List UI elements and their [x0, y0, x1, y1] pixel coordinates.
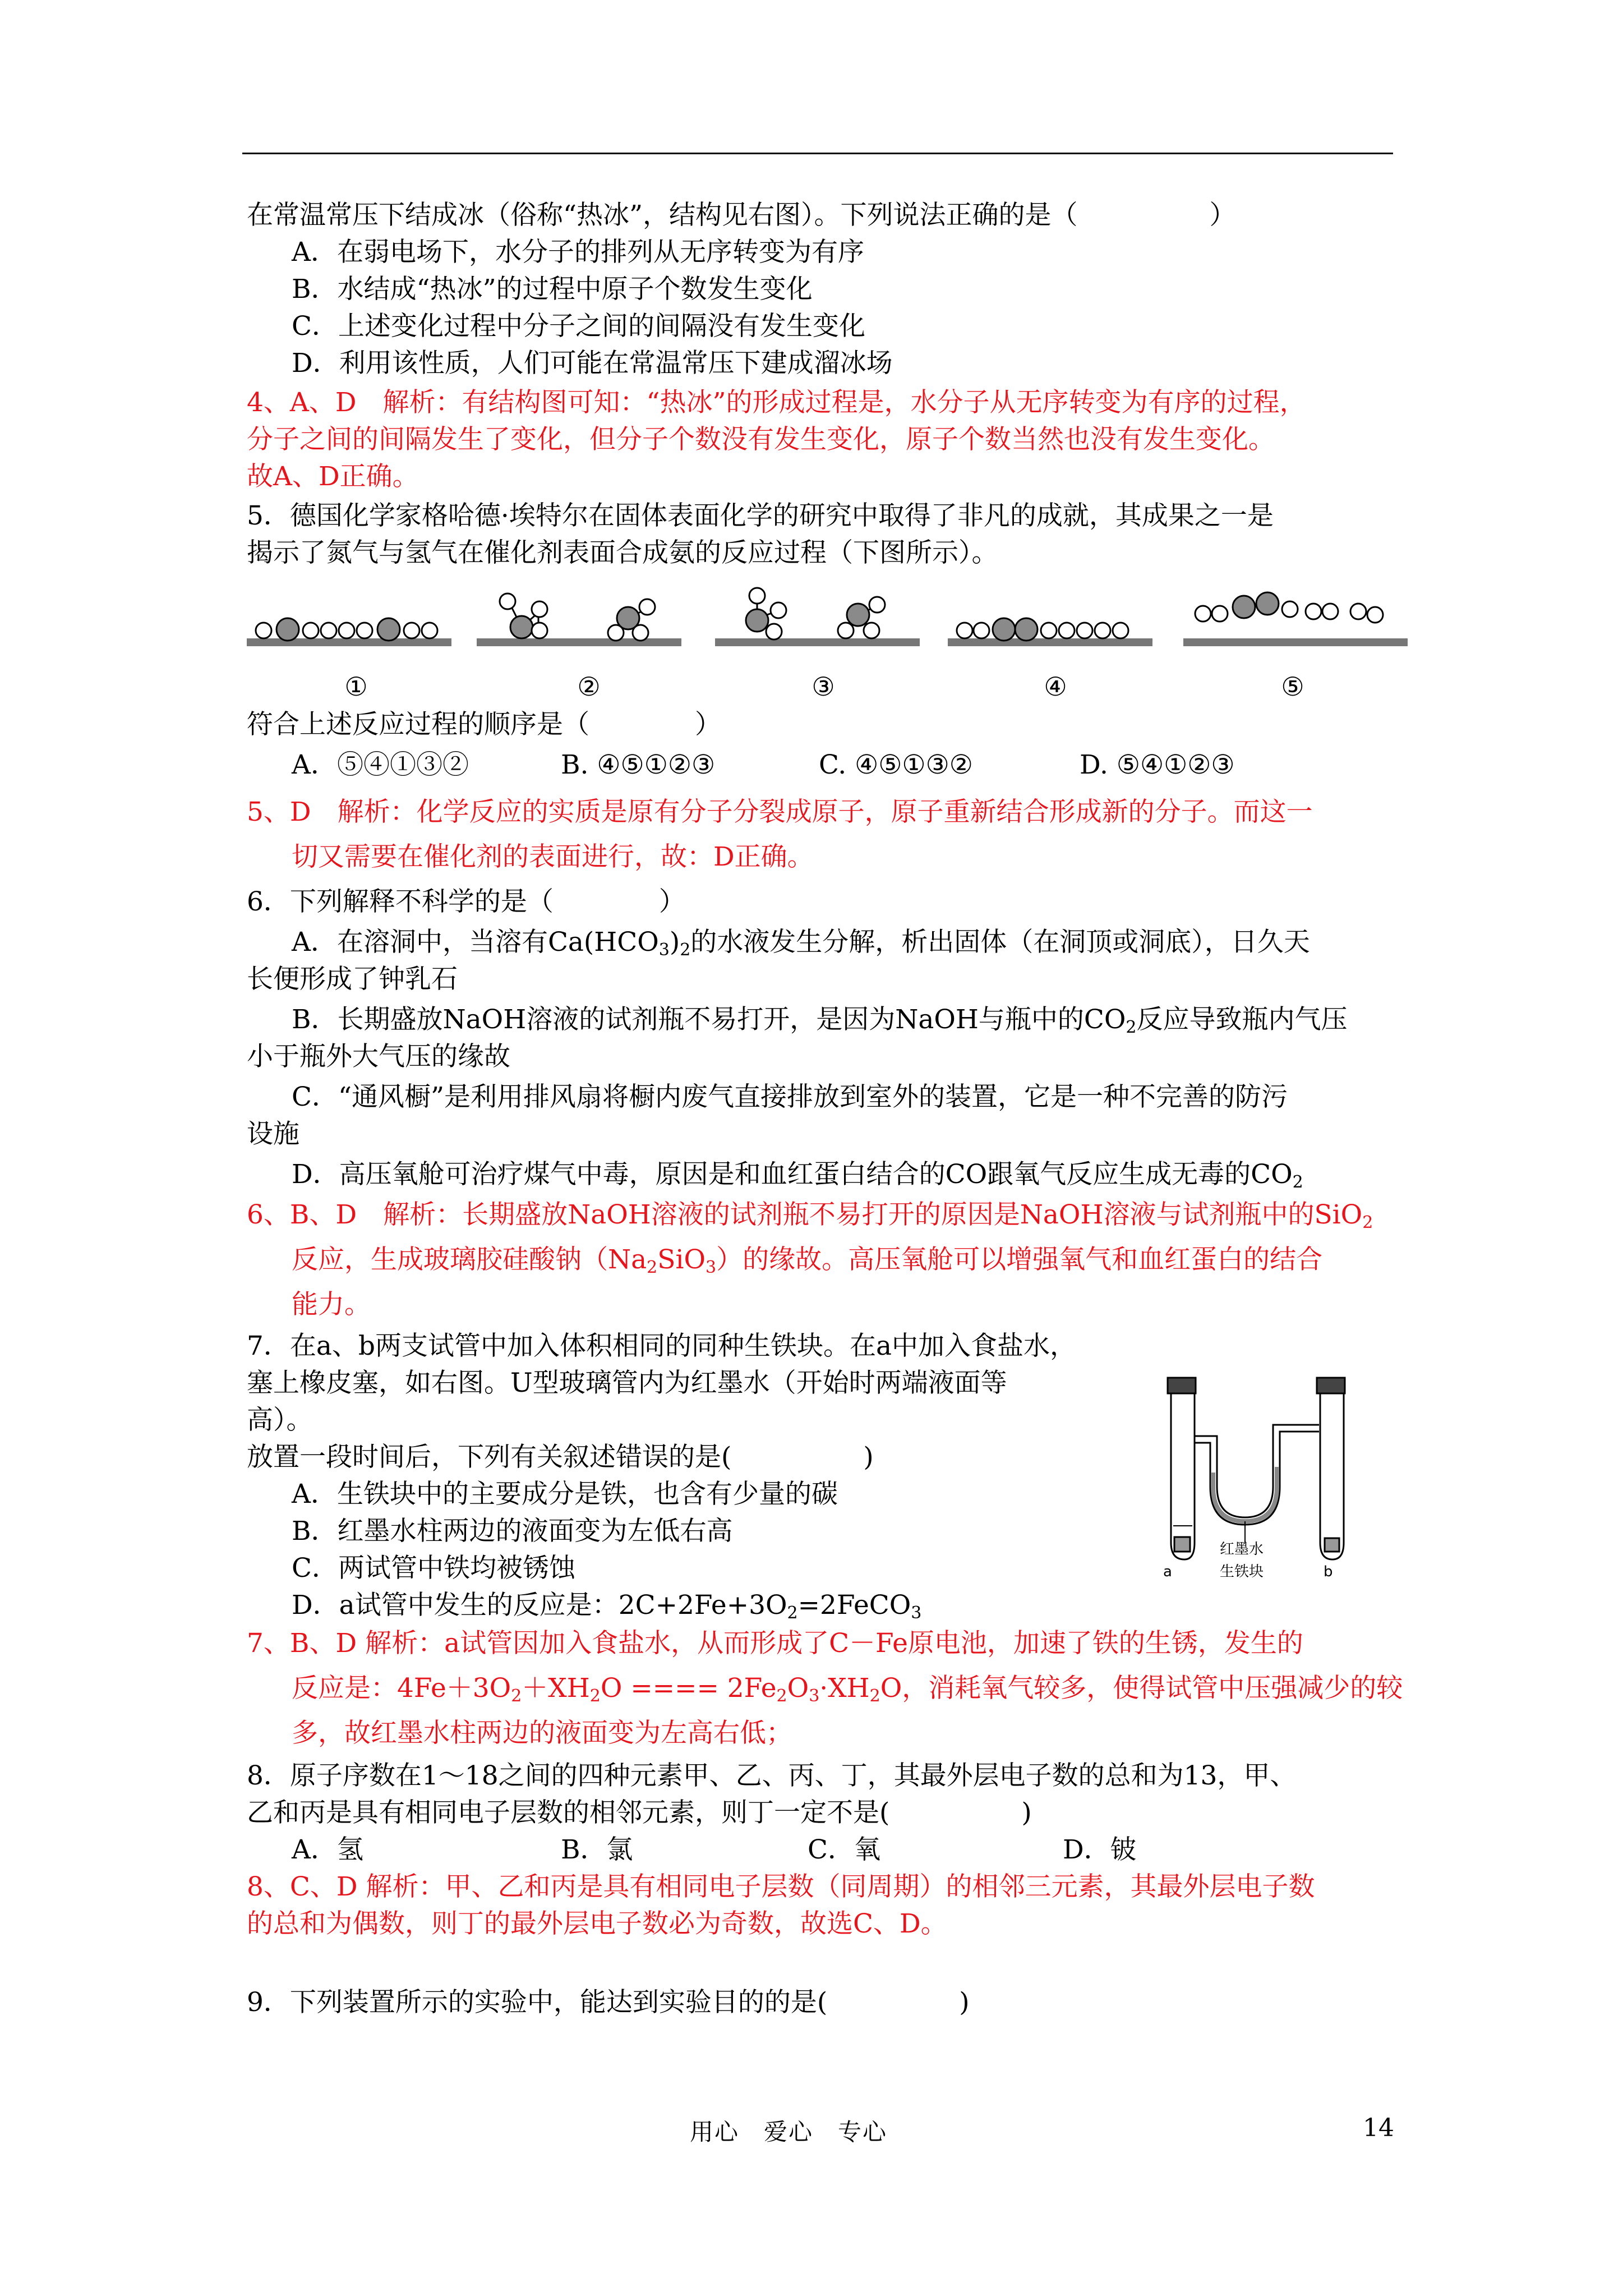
q5-stem-2: 揭示了氮气与氢气在催化剂表面合成氨的反应过程（下图所示）。: [247, 537, 998, 568]
q3-option-c: C．上述变化过程中分子之间的间隔没有发生变化: [292, 311, 865, 342]
q6-stem: 6．下列解释不科学的是（ ）: [247, 886, 685, 917]
stopper-right-icon: [1317, 1378, 1345, 1393]
q7-option-d: D．a试管中发生的反应是：$2C+2Fe+3O_2=2FeCO_3$: [292, 1590, 922, 1623]
q8-stem-1: 8．原子序数在1～18之间的四种元素甲、乙、丙、丁，其最外层电子数的总和为13，甲、: [247, 1760, 1297, 1791]
ink-label: 红墨水: [1220, 1541, 1264, 1558]
q3-option-d: D．利用该性质，人们可能在常温常压下建成溜冰场: [292, 348, 893, 379]
catalyst-surface-5: [1183, 592, 1408, 646]
answer-6-line-2: 反应，生成玻璃胶硅酸钠$(Na_2SiO_3)$的缘故。高压氧舱可以增强氧气和血红蛋白的结合: [292, 1244, 1323, 1277]
q7-stem-3: 高）。: [247, 1405, 313, 1435]
q6-option-b-line-1: B．长期盛放NaOH溶液的试剂瓶不易打开，是因为NaOH与瓶中的$CO_2$反应导致瓶内气压: [292, 1004, 1348, 1037]
answer-8-line-1: 8、C、D 解析：甲、乙和丙是具有相同电子层数（同周期）的相邻三元素，其最外层电子数: [247, 1871, 1315, 1902]
q7-stem-2: 塞上橡皮塞，如右图。U型玻璃管内为红墨水（开始时两端液面等: [247, 1368, 1007, 1398]
figure-label-4: ④: [1044, 671, 1067, 702]
q5-question: 符合上述反应过程的顺序是（ ）: [247, 709, 721, 740]
q8-option-a: A．氢: [292, 1834, 363, 1865]
answer-5-line-1: 5、D 解析：化学反应的实质是原有分子分裂成原子，原子重新结合形成新的分子。而这一: [247, 797, 1313, 827]
answer-8-line-2: 的总和为偶数，则丁的最外层电子数必为奇数，故选C、D。: [247, 1908, 947, 1939]
tube-a-label: a: [1163, 1563, 1172, 1580]
q8-option-d: D．铍: [1063, 1834, 1137, 1865]
tube-b-label: b: [1324, 1563, 1333, 1580]
q5-stem-1: 5．德国化学家格哈德·埃特尔在固体表面化学的研究中取得了非凡的成就，其成果之一是: [247, 500, 1274, 531]
test-tube-b-icon: [1320, 1393, 1344, 1559]
answer-4-line-3: 故A、D正确。: [247, 461, 419, 492]
answer-4-line-1: 4、A、D 解析：有结构图可知：“热冰”的形成过程是，水分子从无序转变为有序的过程，: [247, 387, 1306, 418]
q6-option-d: D．高压氧舱可治疗煤气中毒，原因是和血红蛋白结合的CO跟氧气反应生成无毒的$CO_2$: [292, 1159, 1303, 1192]
iron-block-a-icon: [1174, 1537, 1190, 1552]
q7-stem-4: 放置一段时间后，下列有关叙述错误的是( ): [247, 1442, 874, 1473]
page-number: 14: [1363, 2114, 1394, 2142]
q7-option-a: A．生铁块中的主要成分是铁，也含有少量的碳: [292, 1479, 838, 1510]
figure-label-5: ⑤: [1281, 671, 1304, 702]
ammonia-synthesis-figure: [241, 572, 1413, 707]
answer-6-line-1: 6、B、D 解析：长期盛放NaOH溶液的试剂瓶不易打开的原因是NaOH溶液与试剂瓶中的SiO$_2$: [247, 1199, 1373, 1232]
q6-option-a-line-1: A．在溶洞中，当溶有$Ca(HCO_3)_2$的水液发生分解，析出固体（在洞顶或洞底），日久天: [292, 927, 1310, 960]
footer-slogan: 用心 爱心 专心: [690, 2118, 888, 2146]
q5-option-d: D. ⑤④①②③: [1080, 749, 1235, 780]
catalyst-surface-3: [715, 588, 920, 646]
q5-option-a: A．⑤④①③②: [292, 749, 469, 780]
test-tube-a-icon: [1171, 1393, 1195, 1559]
catalyst-surface-1: [247, 618, 451, 646]
q5-option-c: C. ④⑤①③②: [819, 749, 973, 780]
q8-option-c: C．氧: [808, 1834, 880, 1865]
q3-option-b: B．水结成“热冰”的过程中原子个数发生变化: [292, 274, 813, 305]
answer-7-line-3: 多，故红墨水柱两边的液面变为左高右低；: [292, 1718, 792, 1749]
catalyst-surface-2: [477, 593, 681, 646]
iron-block-b-icon: [1325, 1538, 1339, 1552]
stopper-left-icon: [1168, 1378, 1196, 1393]
figure-label-3: ③: [811, 671, 835, 702]
q6-option-b-line-2: 小于瓶外大气压的缘故: [247, 1041, 510, 1072]
q6-option-c-line-1: C．“通风橱”是利用排风扇将橱内废气直接排放到室外的装置，它是一种不完善的防污: [292, 1082, 1288, 1112]
figure-label-2: ②: [577, 671, 601, 702]
iron-label: 生铁块: [1220, 1563, 1264, 1580]
q7-option-c: C．两试管中铁均被锈蚀: [292, 1553, 575, 1584]
answer-4-line-2: 分子之间的间隔发生了变化，但分子个数没有发生变化，原子个数当然也没有发生变化。: [247, 424, 1275, 455]
q6-option-c-line-2: 设施: [247, 1119, 299, 1149]
answer-5-line-2: 切又需要在催化剂的表面进行，故：D正确。: [292, 841, 814, 872]
q3-option-a: A．在弱电场下，水分子的排列从无序转变为有序: [292, 237, 864, 268]
q8-stem-2: 乙和丙是具有相同电子层数的相邻元素，则丁一定不是( ): [247, 1797, 1032, 1828]
u-tube-figure: [1155, 1374, 1357, 1593]
q5-option-b: B. ④⑤①②③: [561, 749, 716, 780]
q6-option-a-line-2: 长便形成了钟乳石: [247, 964, 458, 995]
q9-stem: 9．下列装置所示的实验中，能达到实验目的的是( ): [247, 1987, 970, 2018]
q3-stem: 在常温常压下结成冰（俗称“热冰”，结构见右图）。下列说法正确的是（ ）: [247, 200, 1236, 231]
q8-option-b: B．氯: [561, 1834, 633, 1865]
catalyst-surface-4: [948, 618, 1152, 646]
answer-7-line-2: 反应是：$4Fe+3O_2+XH_2O$ ==== $2Fe_2O_3\cdot XH_2O$，消耗氧气较多，使得试管中压强减少的较: [292, 1673, 1403, 1706]
answer-7-line-1: 7、B、D 解析：a试管因加入食盐水，从而形成了C－Fe原电池，加速了铁的生锈，发生的: [247, 1628, 1303, 1659]
q7-stem-1: 7．在a、b两支试管中加入体积相同的同种生铁块。在a中加入食盐水，: [247, 1331, 1077, 1361]
figure-label-1: ①: [344, 671, 368, 702]
header-rule: [242, 153, 1393, 154]
answer-6-line-3: 能力。: [292, 1289, 371, 1320]
q7-option-b: B．红墨水柱两边的液面变为左低右高: [292, 1516, 733, 1547]
